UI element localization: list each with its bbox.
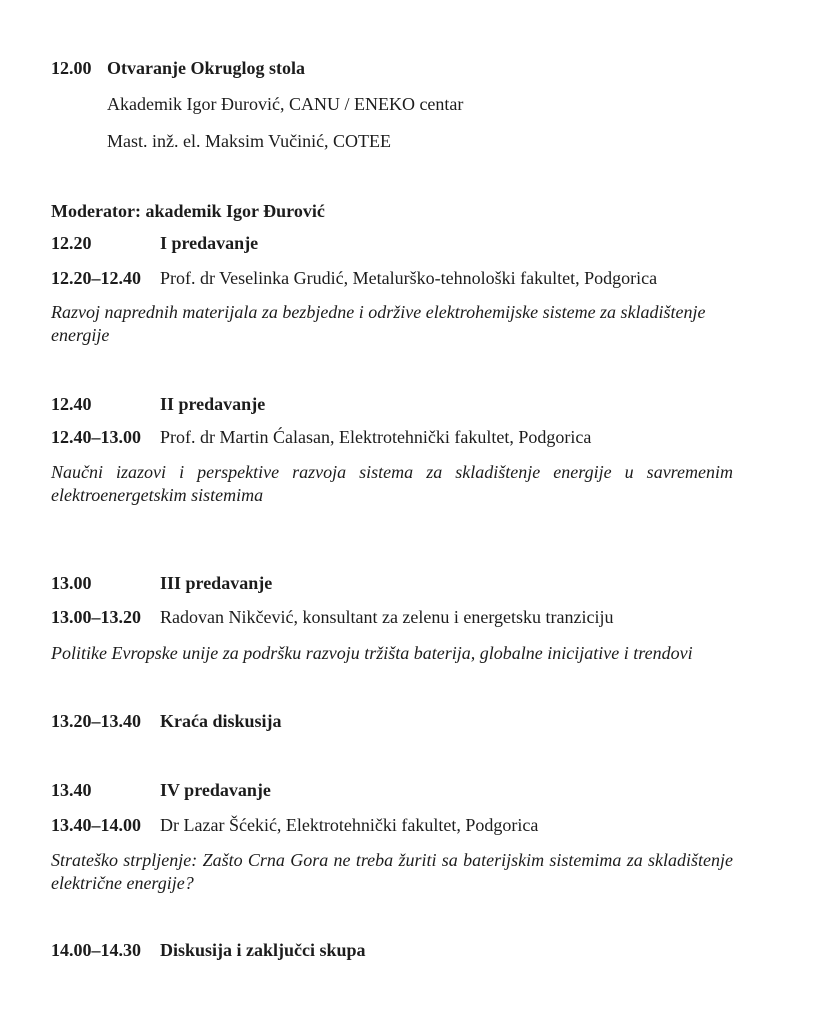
session-1-topic [51, 301, 733, 347]
session-4-header [51, 779, 733, 802]
session-4-topic [51, 849, 733, 895]
session-1-speaker-row [51, 267, 733, 290]
moderator-line: Moderator: akademik Igor Đurović [51, 201, 325, 221]
closing-time-range: 14.00–14.30 [51, 940, 141, 960]
session-3-start-time: 13.00 [51, 573, 92, 593]
opening-title: Otvaranje Okruglog stola [107, 58, 305, 78]
session-2-speaker: Prof. dr Martin Ćalasan, Elektrotehnički fakultet, Podgorica [160, 427, 592, 447]
session-1-header [51, 232, 733, 255]
session-1-label: I predavanje [160, 233, 259, 253]
break-label: Kraća diskusija [160, 711, 282, 731]
session-3-label: III predavanje [160, 573, 273, 593]
session-2-start-time: 12.40 [51, 394, 92, 414]
session-3-time-range: 13.00–13.20 [51, 607, 141, 627]
session-3-topic [51, 642, 733, 665]
session-1-time-range: 12.20–12.40 [51, 268, 141, 288]
closing-row [51, 939, 733, 962]
discussion-break-row [51, 710, 733, 733]
break-time-range: 13.20–13.40 [51, 711, 141, 731]
topic-line: Politike Evropske unije za podršku razvoju tržišta baterija, globalne inicijative i trendovi [51, 643, 693, 663]
session-4-speaker: Dr Lazar Šćekić, Elektrotehnički fakultet, Podgorica [160, 815, 539, 835]
session-4-speaker-row [51, 814, 733, 837]
session-3-header [51, 572, 733, 595]
topic-line: Razvoj naprednih materijala za bezbjedne i održive elektrohemijske sisteme za skladištenje [51, 302, 706, 322]
topic-line: električne energije? [51, 873, 194, 893]
session-3-speaker: Radovan Nikčević, konsultant za zelenu i energetsku tranziciju [160, 607, 614, 627]
session-4-label: IV predavanje [160, 780, 271, 800]
topic-line: Strateško strpljenje: Zašto Crna Gora ne treba žuriti sa baterijskim sistemima za skladištenje [51, 850, 733, 870]
opening-row [51, 57, 733, 80]
session-2-time-range: 12.40–13.00 [51, 427, 141, 447]
session-3-speaker-row [51, 606, 733, 629]
topic-line: Naučni izazovi i perspektive razvoja sistema za skladištenje energije u savremenim [51, 462, 733, 482]
session-4-time-range: 13.40–14.00 [51, 815, 141, 835]
opening-participant-1: Akademik Igor Đurović, CANU / ENEKO centar [107, 94, 464, 114]
session-2-speaker-row [51, 426, 733, 449]
topic-line: elektroenergetskim sistemima [51, 485, 264, 505]
topic-line: energije [51, 325, 110, 345]
closing-label: Diskusija i zaključci skupa [160, 940, 366, 960]
session-1-speaker: Prof. dr Veselinka Grudić, Metalurško-tehnološki fakultet, Podgorica [160, 268, 658, 288]
opening-participant-2: Mast. inž. el. Maksim Vučinić, COTEE [107, 131, 392, 151]
session-2-label: II predavanje [160, 394, 266, 414]
session-1-start-time: 12.20 [51, 233, 92, 253]
session-2-header [51, 393, 733, 416]
opening-time: 12.00 [51, 58, 92, 78]
session-4-start-time: 13.40 [51, 780, 92, 800]
session-2-topic [51, 461, 733, 507]
